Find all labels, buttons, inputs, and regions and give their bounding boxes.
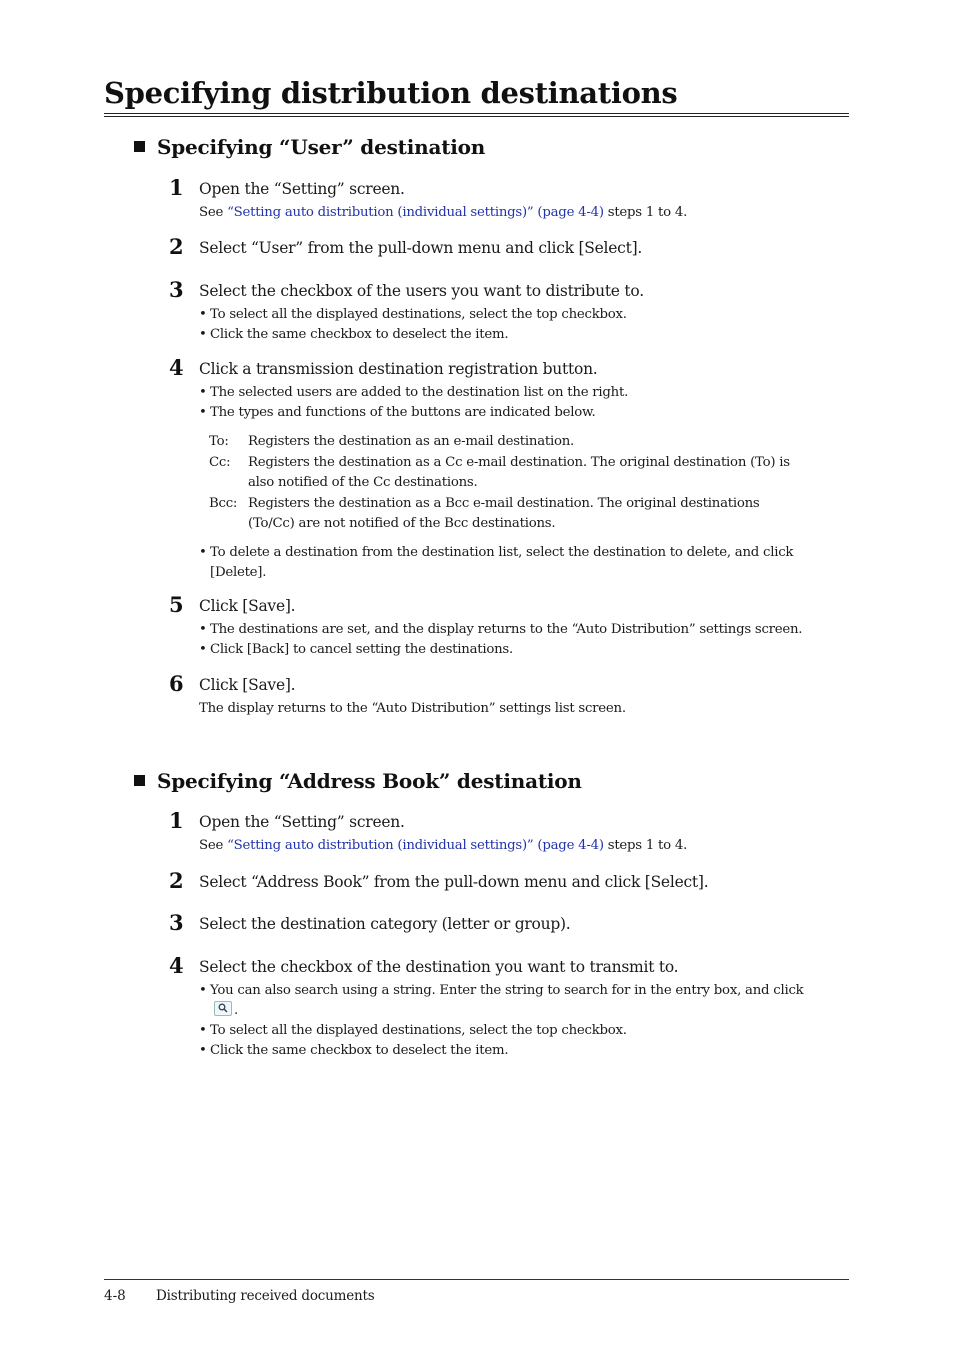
bullet-list	[199, 981, 849, 1061]
step-3	[104, 910, 849, 935]
step-text: Select the checkbox of the users you want to distribute to.	[199, 282, 644, 300]
step-text: Click [Save].	[199, 597, 296, 615]
bullet-list	[199, 543, 849, 583]
step-1	[104, 175, 849, 223]
step-number: 1	[169, 808, 184, 833]
bullet-list	[199, 383, 849, 423]
button-key: To:	[209, 434, 229, 449]
section-heading	[104, 133, 849, 161]
footer-chapter-title: Distributing received documents	[156, 1288, 375, 1304]
step-2	[104, 234, 849, 259]
step-number: 3	[169, 277, 184, 302]
step-6	[104, 671, 849, 719]
bullet-dot: •	[199, 405, 207, 420]
bullet-item	[199, 1041, 849, 1061]
square-bullet-icon	[134, 775, 145, 786]
step-text: Open the “Setting” screen.	[199, 813, 405, 831]
bullet-dot: •	[199, 385, 207, 400]
button-row-to	[209, 432, 808, 452]
section-address-book	[104, 767, 849, 1077]
title-rule	[104, 113, 849, 117]
bullet-dot: •	[199, 622, 207, 637]
bullet-item	[199, 543, 835, 583]
bullet-text: The selected users are added to the destination list on the right.	[210, 385, 629, 400]
footer-page-number: 4-8	[104, 1288, 126, 1304]
cross-reference-link[interactable]: “Setting auto distribution (individual settings)” (page 4-4)	[227, 205, 604, 220]
section-heading	[104, 767, 849, 795]
bullet-text: The types and functions of the buttons are indicated below.	[210, 405, 596, 420]
footer-rule	[104, 1279, 849, 1280]
bullet-text-end: .	[234, 1003, 238, 1018]
step-text: Select the destination category (letter or group).	[199, 915, 571, 933]
step-text: Open the “Setting” screen.	[199, 180, 405, 198]
bullet-dot: •	[199, 545, 207, 560]
bullet-text: To select all the displayed destinations, select the top checkbox.	[210, 1023, 627, 1038]
note-prefix: See	[199, 838, 228, 853]
bullet-item	[199, 383, 849, 403]
button-desc: Registers the destination as a Cc e-mail destination. The original destination (To) is also notified of the Cc destinations.	[248, 455, 790, 490]
button-row-bcc	[209, 494, 808, 534]
button-desc: Registers the destination as an e-mail destination.	[248, 434, 575, 449]
bullet-text: Click the same checkbox to deselect the item.	[210, 1043, 509, 1058]
bullet-dot: •	[199, 327, 207, 342]
bullet-list	[199, 620, 849, 660]
bullet-item	[199, 305, 849, 325]
page-title: Specifying distribution destinations	[104, 76, 678, 110]
step-number: 2	[169, 234, 184, 259]
bullet-text: To delete a destination from the destination list, select the destination to delete, and click [Delete].	[210, 545, 794, 580]
bullet-item	[199, 1021, 849, 1041]
bullet-text: To select all the displayed destinations, select the top checkbox.	[210, 307, 627, 322]
bullet-text: Click the same checkbox to deselect the item.	[210, 327, 509, 342]
step-number: 2	[169, 868, 184, 893]
bullet-text: The destinations are set, and the display returns to the “Auto Distribution” settings screen.	[210, 622, 803, 637]
step-4	[104, 355, 849, 583]
bullet-item	[199, 981, 820, 1021]
bullet-item	[199, 403, 849, 423]
bullet-dot: •	[199, 983, 207, 998]
bullet-item	[199, 325, 849, 345]
step-5	[104, 592, 849, 660]
step-number: 1	[169, 175, 184, 200]
bullet-list	[199, 305, 849, 345]
step-text: Select “User” from the pull-down menu and click [Select].	[199, 239, 643, 257]
step-number: 4	[169, 953, 184, 978]
cross-reference-link[interactable]: “Setting auto distribution (individual settings)” (page 4-4)	[227, 838, 604, 853]
step-text: Select the checkbox of the destination you want to transmit to.	[199, 958, 679, 976]
bullet-item	[199, 620, 849, 640]
step-note: The display returns to the “Auto Distribution” settings list screen.	[199, 701, 626, 716]
button-description-table	[209, 432, 849, 534]
square-bullet-icon	[134, 141, 145, 152]
button-row-cc	[209, 453, 812, 493]
search-icon[interactable]	[214, 1001, 232, 1016]
bullet-item	[199, 640, 849, 660]
section-heading-text: Specifying “User” destination	[157, 135, 486, 159]
step-text: Click [Save].	[199, 676, 296, 694]
step-3	[104, 277, 849, 345]
bullet-dot: •	[199, 307, 207, 322]
bullet-dot: •	[199, 1043, 207, 1058]
step-number: 4	[169, 355, 184, 380]
section-user	[104, 133, 849, 733]
step-note	[199, 203, 849, 223]
step-text: Select “Address Book” from the pull-down menu and click [Select].	[199, 873, 709, 891]
step-number: 3	[169, 910, 184, 935]
bullet-text: Click [Back] to cancel setting the destinations.	[210, 642, 513, 657]
step-number: 6	[169, 671, 184, 696]
note-suffix: steps 1 to 4.	[603, 838, 688, 853]
step-4	[104, 953, 849, 1061]
bullet-dot: •	[199, 642, 207, 657]
button-key: Bcc:	[209, 496, 238, 511]
step-number: 5	[169, 592, 184, 617]
step-text: Click a transmission destination registration button.	[199, 360, 598, 378]
step-1	[104, 808, 849, 856]
section-heading-text: Specifying “Address Book” destination	[157, 769, 582, 793]
bullet-text: You can also search using a string. Enter the string to search for in the entry box, and click	[210, 983, 804, 998]
button-key: Cc:	[209, 455, 231, 470]
step-2	[104, 868, 849, 893]
note-suffix: steps 1 to 4.	[603, 205, 688, 220]
step-note	[199, 836, 849, 856]
button-desc: Registers the destination as a Bcc e-mail destination. The original destinations (To/Cc) are not notified of the Bcc destinations.	[248, 496, 760, 531]
note-prefix: See	[199, 205, 228, 220]
bullet-dot: •	[199, 1023, 207, 1038]
